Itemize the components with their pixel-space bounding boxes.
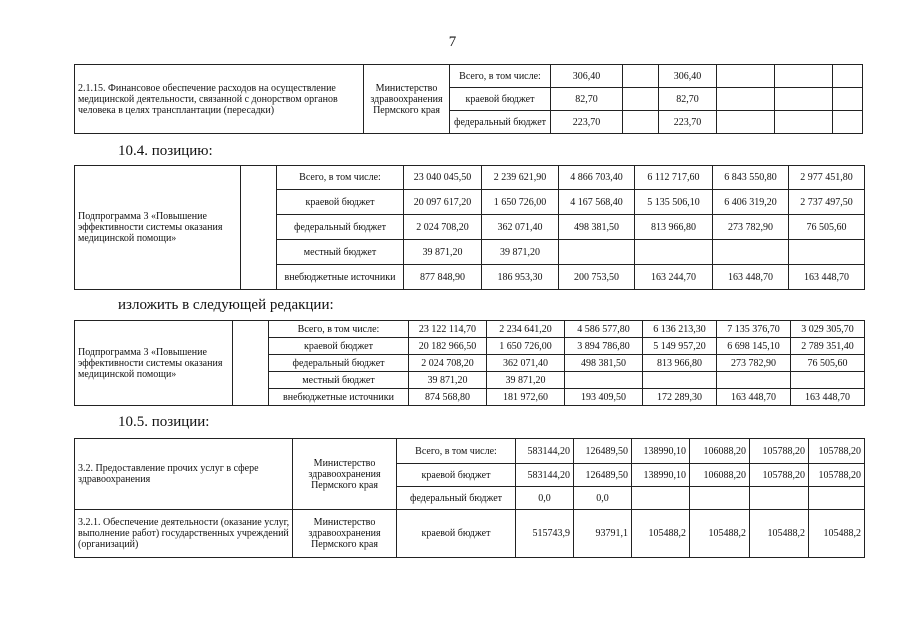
ministry-cell: Министерство здравоохранения Пермского края <box>293 439 397 510</box>
source-cell: местный бюджет <box>277 240 404 265</box>
value-cell <box>713 240 789 265</box>
source-cell: краевой бюджет <box>397 510 516 558</box>
value-cell: 126489,50 <box>574 439 632 464</box>
value-cell: 2 024 708,20 <box>409 355 487 372</box>
value-cell <box>750 487 809 510</box>
value-cell: 813 966,80 <box>643 355 717 372</box>
value-cell <box>623 111 659 134</box>
value-cell: 2 737 497,50 <box>789 190 865 215</box>
table-row-name: 3.2. Предоставление прочих услуг в сфере здравоохранения <box>75 439 293 510</box>
value-cell: 138990,10 <box>632 439 690 464</box>
value-cell: 4 866 703,40 <box>559 166 635 190</box>
table-row-name: 2.1.15. Финансовое обеспечение расходов на осуществление медицинской деятельности, связанной с донорством органов человека в целях трансплантации (пересадки) <box>75 65 364 134</box>
value-cell: 362 071,40 <box>487 355 565 372</box>
value-cell: 106088,20 <box>690 439 750 464</box>
value-cell: 6 136 213,30 <box>643 321 717 338</box>
table-3-2 <box>74 438 865 558</box>
value-cell: 306,40 <box>551 65 623 88</box>
value-cell: 6 406 319,20 <box>713 190 789 215</box>
value-cell <box>833 111 863 134</box>
heading-replace: изложить в следующей редакции: <box>118 297 334 313</box>
value-cell: 4 167 568,40 <box>559 190 635 215</box>
value-cell: 200 753,50 <box>559 265 635 290</box>
value-cell: 6 112 717,60 <box>635 166 713 190</box>
source-cell: Всего, в том числе: <box>450 65 551 88</box>
value-cell: 82,70 <box>659 88 717 111</box>
value-cell: 105788,20 <box>809 439 865 464</box>
value-cell: 23 122 114,70 <box>409 321 487 338</box>
value-cell <box>565 372 643 389</box>
value-cell: 2 977 451,80 <box>789 166 865 190</box>
value-cell: 105488,2 <box>690 510 750 558</box>
value-cell: 3 894 786,80 <box>565 338 643 355</box>
value-cell: 498 381,50 <box>559 215 635 240</box>
value-cell: 583144,20 <box>516 464 574 487</box>
value-cell: 2 789 351,40 <box>791 338 865 355</box>
value-cell: 105488,2 <box>809 510 865 558</box>
value-cell: 0,0 <box>574 487 632 510</box>
value-cell: 76 505,60 <box>791 355 865 372</box>
ministry-cell: Министерство здравоохранения Пермского края <box>293 510 397 558</box>
source-cell: внебюджетные источники <box>269 389 409 406</box>
value-cell: 105788,20 <box>750 439 809 464</box>
table-row-name: 3.2.1. Обеспечение деятельности (оказание услуг, выполнение работ) государственных учреждений (организаций) <box>75 510 293 558</box>
value-cell <box>809 487 865 510</box>
value-cell: 4 586 577,80 <box>565 321 643 338</box>
value-cell: 105788,20 <box>750 464 809 487</box>
value-cell <box>833 65 863 88</box>
value-cell: 273 782,90 <box>717 355 791 372</box>
value-cell <box>643 372 717 389</box>
value-cell: 2 234 641,20 <box>487 321 565 338</box>
value-cell: 193 409,50 <box>565 389 643 406</box>
value-cell: 126489,50 <box>574 464 632 487</box>
value-cell: 2 024 708,20 <box>404 215 482 240</box>
value-cell: 39 871,20 <box>482 240 559 265</box>
value-cell <box>717 372 791 389</box>
empty-cell <box>241 166 277 290</box>
value-cell: 0,0 <box>516 487 574 510</box>
source-cell: краевой бюджет <box>269 338 409 355</box>
table-row-name: Подпрограмма 3 «Повышение эффективности системы оказания медицинской помощи» <box>75 166 241 290</box>
table-row-name: Подпрограмма 3 «Повышение эффективности системы оказания медицинской помощи» <box>75 321 233 406</box>
source-cell: федеральный бюджет <box>397 487 516 510</box>
value-cell: 20 097 617,20 <box>404 190 482 215</box>
source-cell: Всего, в том числе: <box>277 166 404 190</box>
value-cell <box>632 487 690 510</box>
value-cell: 498 381,50 <box>565 355 643 372</box>
value-cell: 273 782,90 <box>713 215 789 240</box>
value-cell: 6 843 550,80 <box>713 166 789 190</box>
table-subprogram-3-new <box>74 320 865 406</box>
value-cell: 5 135 506,10 <box>635 190 713 215</box>
value-cell <box>833 88 863 111</box>
source-cell: местный бюджет <box>269 372 409 389</box>
value-cell: 82,70 <box>551 88 623 111</box>
value-cell: 20 182 966,50 <box>409 338 487 355</box>
value-cell <box>623 65 659 88</box>
table-2-1-15 <box>74 64 863 134</box>
source-cell: федеральный бюджет <box>269 355 409 372</box>
value-cell <box>623 88 659 111</box>
value-cell: 362 071,40 <box>482 215 559 240</box>
value-cell: 1 650 726,00 <box>487 338 565 355</box>
source-cell: краевой бюджет <box>397 464 516 487</box>
value-cell: 306,40 <box>659 65 717 88</box>
value-cell <box>717 88 775 111</box>
value-cell: 163 244,70 <box>635 265 713 290</box>
value-cell: 583144,20 <box>516 439 574 464</box>
value-cell: 813 966,80 <box>635 215 713 240</box>
value-cell: 106088,20 <box>690 464 750 487</box>
value-cell <box>791 372 865 389</box>
value-cell: 3 029 305,70 <box>791 321 865 338</box>
value-cell: 23 040 045,50 <box>404 166 482 190</box>
value-cell <box>559 240 635 265</box>
value-cell <box>690 487 750 510</box>
value-cell: 105488,2 <box>632 510 690 558</box>
value-cell: 163 448,70 <box>791 389 865 406</box>
value-cell <box>717 111 775 134</box>
table-subprogram-3-old <box>74 165 865 290</box>
value-cell <box>775 111 833 134</box>
value-cell: 1 650 726,00 <box>482 190 559 215</box>
value-cell: 181 972,60 <box>487 389 565 406</box>
value-cell: 5 149 957,20 <box>643 338 717 355</box>
value-cell: 76 505,60 <box>789 215 865 240</box>
value-cell <box>635 240 713 265</box>
value-cell: 105788,20 <box>809 464 865 487</box>
value-cell <box>775 65 833 88</box>
source-cell: федеральный бюджет <box>450 111 551 134</box>
value-cell: 39 871,20 <box>487 372 565 389</box>
source-cell: краевой бюджет <box>450 88 551 111</box>
value-cell: 223,70 <box>659 111 717 134</box>
value-cell: 163 448,70 <box>713 265 789 290</box>
heading-10-5: 10.5. позиции: <box>118 414 210 430</box>
value-cell: 515743,9 <box>516 510 574 558</box>
source-cell: краевой бюджет <box>277 190 404 215</box>
value-cell: 163 448,70 <box>789 265 865 290</box>
value-cell: 172 289,30 <box>643 389 717 406</box>
value-cell: 223,70 <box>551 111 623 134</box>
value-cell: 877 848,90 <box>404 265 482 290</box>
page-number: 7 <box>448 34 457 50</box>
value-cell: 7 135 376,70 <box>717 321 791 338</box>
value-cell: 105488,2 <box>750 510 809 558</box>
value-cell <box>789 240 865 265</box>
source-cell: федеральный бюджет <box>277 215 404 240</box>
empty-cell <box>233 321 269 406</box>
source-cell: внебюджетные источники <box>277 265 404 290</box>
value-cell: 39 871,20 <box>404 240 482 265</box>
value-cell: 186 953,30 <box>482 265 559 290</box>
value-cell: 2 239 621,90 <box>482 166 559 190</box>
value-cell: 6 698 145,10 <box>717 338 791 355</box>
heading-10-4: 10.4. позицию: <box>118 143 213 159</box>
value-cell: 39 871,20 <box>409 372 487 389</box>
value-cell: 93791,1 <box>574 510 632 558</box>
value-cell <box>775 88 833 111</box>
source-cell: Всего, в том числе: <box>269 321 409 338</box>
ministry-cell: Министерство здравоохранения Пермского края <box>364 65 450 134</box>
value-cell: 138990,10 <box>632 464 690 487</box>
value-cell: 163 448,70 <box>717 389 791 406</box>
source-cell: Всего, в том числе: <box>397 439 516 464</box>
value-cell: 874 568,80 <box>409 389 487 406</box>
value-cell <box>717 65 775 88</box>
